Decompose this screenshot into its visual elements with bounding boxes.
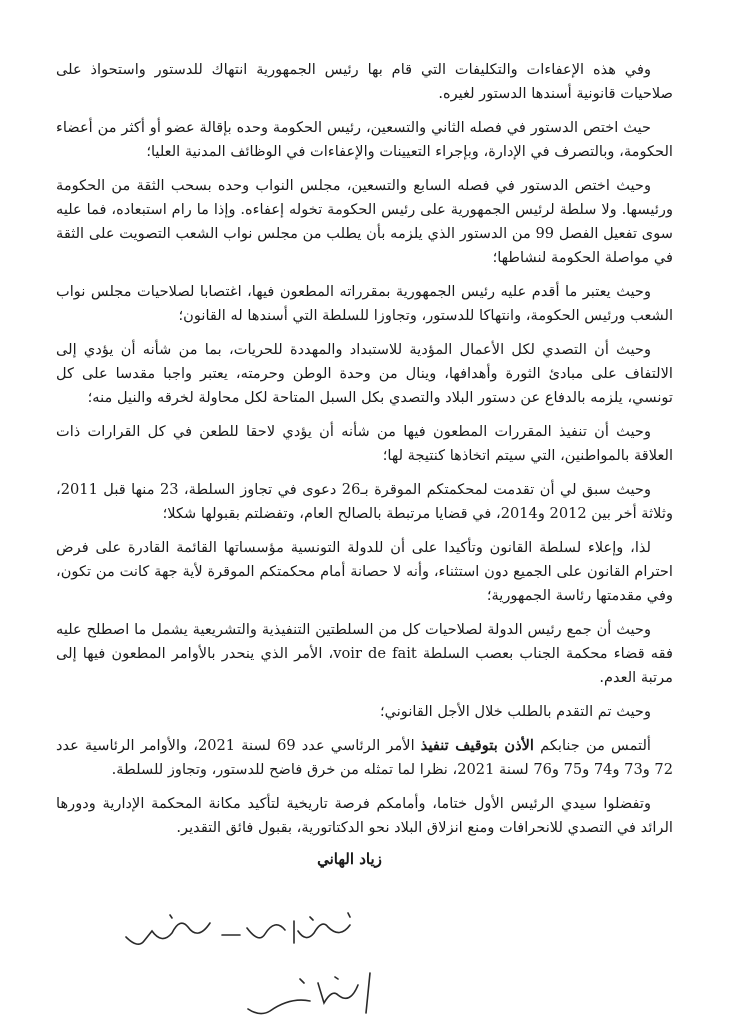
paragraph-2: حيث اختص الدستور في فصله الثاني والتسعين، رئيس الحكومة وحده بإقالة عضو أو أكثر من أعضاء الحكومة، وبالتصرف في الإدارة، وبإجراء التعيينات والإعفاءات في الوظائف المدنية العليا؛ — [56, 119, 673, 160]
request-lead: ألتمس من جنابكم — [533, 737, 651, 754]
request-paragraph — [56, 734, 673, 782]
paragraph-4: وحيث يعتبر ما أقدم عليه رئيس الجمهورية بمقرراته المطعون فيها، اغتصابا لصلاحيات مجلس نواب الشعب ورئيس الحكومة، وانتهاكا للدستور، وتجاوزا للسلطة التي أسندها له القانون؛ — [56, 283, 673, 324]
handwritten-signature — [240, 965, 380, 1025]
paragraph-7: وحيث سبق لي أن تقدمت لمحكمتكم الموقرة بـ26 دعوى في تجاوز السلطة، 23 منها قبل 2011، وثلاثة أخر بين 2012 و2014، في قضايا مرتبطة بالصالح العام، وتفضلتم بقبولها شكلا؛ — [56, 481, 673, 522]
paragraph-9: وحيث أن جمع رئيس الدولة لصلاحيات كل من السلطتين التنفيذية والتشريعية يشمل ما اصطلح عليه فقه قضاء محكمة الجناب بعصب السلطة voir de fait، الأمر الذي ينحدر بالأوامر المطعون فيها إلى مرتبة العدم. — [56, 621, 673, 686]
request-bold: الأذن بتوقيف تنفيذ — [420, 737, 534, 754]
paragraph-8: لذا، وإعلاء لسلطة القانون وتأكيدا على أن للدولة التونسية مؤسساتها القائمة القادرة على فرض احترام القانون على الجميع دون استثناء، وأنه لا حصانة أمام محكمتكم الموقرة لأية جهة كانت من تكون، وفي مقدمتها رئاسة الجمهورية؛ — [56, 539, 673, 604]
paragraph-10: وحيث تم التقدم بالطلب خلال الأجل القانوني؛ — [379, 703, 651, 720]
paragraph-1: وفي هذه الإعفاءات والتكليفات التي قام بها رئيس الجمهورية انتهاك للدستور واستحواذ على صلاحيات قانونية أسندها الدستور لغيره. — [56, 61, 673, 102]
signature-name: زياد الهاني — [317, 850, 382, 868]
paragraph-6: وحيث أن تنفيذ المقررات المطعون فيها من شأنه أن يؤدي لاحقا للطعن في كل القرارات ذات العلاقة بالمواطنين، التي سيتم اتخاذها كنتيجة لها؛ — [56, 423, 673, 464]
handwritten-slogan — [110, 905, 360, 965]
request-rest: الأمر الرئاسي عدد 69 لسنة 2021، والأوامر الرئاسية عدد 72 و73 و74 و75 و76 لسنة 2021، نظرا لما تمثله من خرق فاضح للدستور، وتجاوز للسلطة. — [56, 737, 673, 778]
paragraph-3: وحيث اختص الدستور في فصله السابع والتسعين، مجلس النواب وحده بسحب الثقة من الحكومة ورئيسها. ولا سلطة لرئيس الجمهورية على رئيس الحكومة تخوله إعفاءه. وإذا ما رام استبعاده، فما عليه سوى تفعيل الفصل 99 من الدستور الذي يلزمه بأن يطلب من مجلس نواب الشعب التصويت على الثقة في مواصلة الحكومة لنشاطها؛ — [56, 177, 673, 266]
paragraph-5: وحيث أن التصدي لكل الأعمال المؤدية للاستبداد والمهددة للحريات، بما من شأنه أن يؤدي إلى الالتفاف على مبادئ الثورة وأهدافها، وينال من وحدة الوطن وحرمته، يعتبر واجبا مقدسا على كل تونسي، يلزمه بالدفاع عن دستور البلاد والتصدي بكل السبل المتاحة لكل محاولة لخرقه والنيل منه؛ — [56, 341, 673, 406]
closing-paragraph: وتفضلوا سيدي الرئيس الأول ختاما، وأمامكم فرصة تاريخية لتأكيد مكانة المحكمة الإدارية ودورها الرائد في التصدي للانحرافات ومنع انزلاق البلاد نحو الدكتاتورية، بقبول فائق التقدير. — [56, 795, 673, 836]
